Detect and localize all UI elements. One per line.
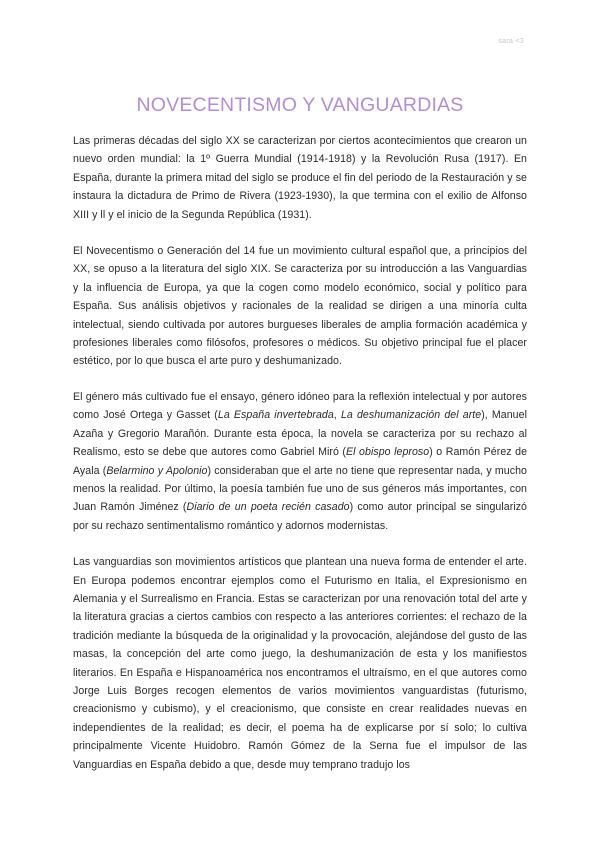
book-title: Diario de un poeta recién casado — [186, 501, 350, 514]
book-title: Belarmino y Apolonio — [106, 464, 208, 477]
page-title: NOVECENTISMO Y VANGUARDIAS — [136, 94, 464, 116]
text-segment: , — [333, 409, 341, 422]
document-body — [73, 132, 527, 792]
text-segment: El género más cultivado fue el ensayo, género idóneo para la reflexión intelectual y por autores como José Ortega y Gasset ( — [73, 390, 527, 422]
book-title: La España invertebrada — [217, 409, 334, 422]
text-segment: ) consideraban que el arte no tiene que representar nada, y mucho menos la realidad. Por último, la poesía también fue uno de sus géneros más importantes, con Juan Ramón Jiménez ( — [73, 464, 527, 514]
book-title: La deshumanización del arte — [340, 409, 482, 422]
book-title: El obispo leproso — [346, 446, 430, 459]
paragraph-intro: Las primeras décadas del siglo XX se caracterizan por ciertos acontecimientos que crearon un nuevo orden mundial: la 1º Guerra Mundial (1914-1918) y la Revolución Rusa (1917). En España, durante la primera mitad del siglo se produce el fin del periodo de la Restauración y se instaura la dictadura de Primo de Rivera (1923-1930), la que termina con el exilio de Alfonso XIII y ll y el inicio de la Segunda República (1931). — [73, 135, 527, 221]
paragraph-genres — [73, 388, 527, 535]
watermark: sara <3 — [498, 38, 524, 45]
paragraph-vanguardias: Las vanguardias son movimientos artísticos que plantean una nueva forma de entender el arte. En Europa podemos encontrar ejemplos como el Futurismo en Italia, el Expresionismo en Alemania y el Surrealismo en Francia. Estas se caracterizan por una renovación total del arte y la literatura gracias a ciertos cambios con respecto a las anteriores corrientes: el rechazo de la tradición mediante la búsqueda de la originalidad y la provocación, alejándose del gusto de las masas, la concepción del arte como juego, la deshumanización de esta y los manifiestos literarios. En España e Hispanoamérica nos encontramos el ultraísmo, en el que autores como Jorge Luis Borges recogen elementos de varios movimientos vanguardistas (futurismo, creacionismo y cubismo), y el creacionismo, que consiste en crear realidades nuevas en independientes de la realidad; es decir, el poema ha de explicarse por sí solo; lo cultiva principalmente Vicente Huidobro. Ramón Gómez de la Serna fue el impulsor de las Vanguardias en España debido a que, desde muy temprano tradujo los — [73, 556, 527, 771]
text-segment: ) o Ramón Pérez de Ayala ( — [73, 446, 528, 477]
text-segment: ) como autor principal se singularizó por su rechazo sentimentalismo romántico y adornos modernistas. — [73, 501, 527, 532]
paragraph-novecentismo: El Novecentismo o Generación del 14 fue un movimiento cultural español que, a principios del XX, se opuso a la literatura del siglo XIX. Se caracteriza por su introducción a las Vanguardias y la influencia de Europa, ya que la cogen como modelo económico, social y político para España. Sus análisis objetivos y racionales de la realidad se dirigen a una minoría culta intelectual, siendo cultivada por autores burgueses liberales de amplia formación académica y profesiones liberales como filósofos, profesores o médicos. Su objetivo principal fue el placer estético, por lo que busca el arte puro y deshumanizado. — [73, 245, 527, 368]
text-segment: ), Manuel Azaña y Gregorio Marañón. Durante esta época, la novela se caracteriza por su rechazo al Realismo, esto se debe que autores como Gabriel Miró ( — [73, 409, 527, 459]
